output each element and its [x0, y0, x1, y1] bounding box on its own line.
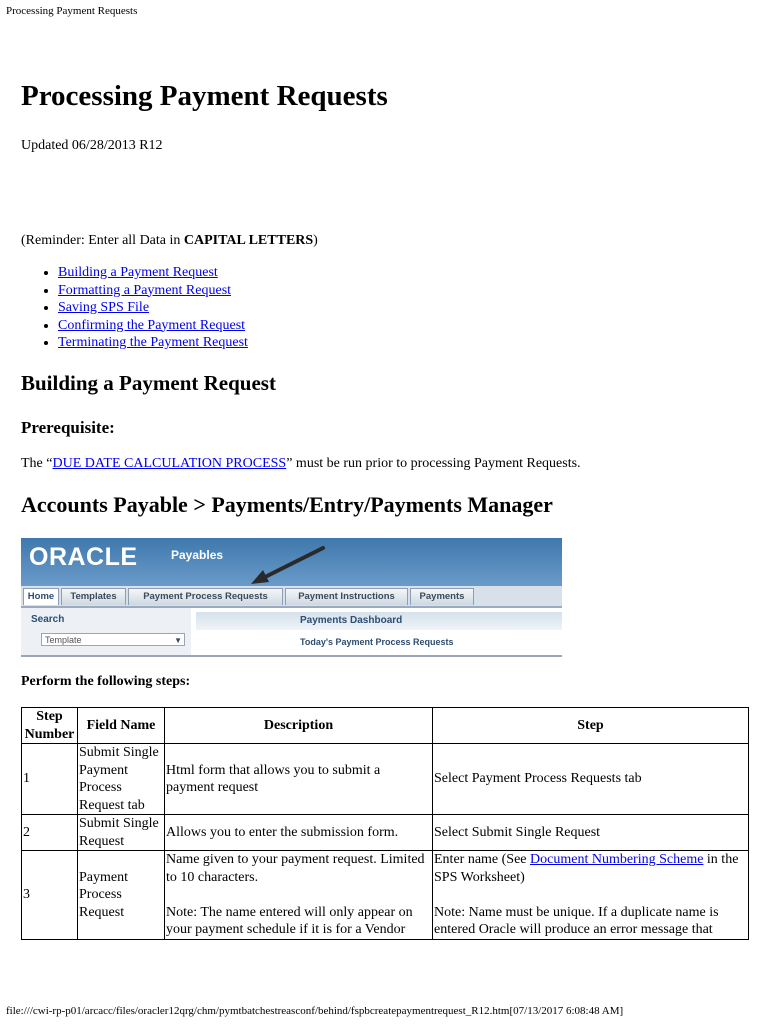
- toc-item: [58, 282, 248, 300]
- table-row: [22, 815, 749, 851]
- page-footer-url: file:///cwi-rp-p01/arcacc/files/oracler12qrg/chm/pymtbatchestreasconf/behind/fspbcreatepaymentrequest_R12.htm[07/13/2017 6:08:48 AM]: [6, 1005, 624, 1017]
- reminder-emphasis: CAPITAL LETTERS: [183, 233, 314, 248]
- section-title-navigation-path: Accounts Payable > Payments/Entry/Payments Manager: [21, 492, 553, 517]
- browser-page-header: Processing Payment Requests: [6, 5, 138, 17]
- page-title: Processing Payment Requests: [21, 80, 388, 112]
- step-number: 3: [22, 851, 78, 940]
- oracle-search-panel: [21, 608, 191, 655]
- description-part-1: Name given to your payment request. Limited to 10 characters.: [166, 852, 425, 885]
- header-step-number: Step Number: [22, 708, 78, 744]
- step-number: 1: [22, 744, 78, 815]
- header-step: Step: [433, 708, 749, 744]
- toc-link-confirming[interactable]: Confirming the Payment Request: [58, 317, 246, 333]
- oracle-tab-bar: [21, 586, 562, 608]
- toc-link-saving[interactable]: Saving SPS File: [58, 300, 150, 315]
- step-action-part-1: [434, 851, 747, 886]
- step-action-part-2: Note: Name must be unique. If a duplicate name is entered Oracle will produce an error message that: [434, 904, 719, 937]
- reminder-prefix: (Reminder: Enter all Data in: [21, 233, 184, 248]
- oracle-tab-templates[interactable]: Templates: [61, 588, 126, 605]
- toc-item: [58, 334, 248, 352]
- step-number: 2: [22, 815, 78, 851]
- page-cut-mask: [0, 976, 770, 1004]
- oracle-tab-payments[interactable]: Payments: [410, 588, 474, 605]
- oracle-payables-screenshot: [21, 538, 562, 657]
- pointer-arrow-icon: [241, 544, 331, 586]
- description: [165, 851, 433, 940]
- table-of-contents: [40, 264, 248, 352]
- document-numbering-scheme-link[interactable]: Document Numbering Scheme: [530, 852, 704, 867]
- table-row: [22, 744, 749, 815]
- header-field-name: Field Name: [78, 708, 165, 744]
- prerequisite-text: [21, 456, 581, 472]
- table-row: [22, 851, 749, 940]
- oracle-select-value: Template: [45, 635, 82, 645]
- description-spacer: [166, 886, 431, 904]
- toc-link-terminating[interactable]: Terminating the Payment Request: [58, 335, 248, 350]
- field-name: Submit Single Request: [78, 815, 165, 851]
- prereq-prefix: The “: [21, 456, 53, 471]
- oracle-banner: [21, 538, 562, 586]
- oracle-tab-home[interactable]: Home: [23, 588, 59, 605]
- section-title-building: Building a Payment Request: [21, 371, 276, 395]
- toc-item: [58, 264, 248, 282]
- oracle-today-requests: Today's Payment Process Requests: [300, 637, 454, 647]
- oracle-logo: ORACLE: [29, 543, 138, 571]
- toc-item: [58, 299, 248, 317]
- description-part-2: Note: The name entered will only appear on your payment schedule if it is for a Vendor: [166, 904, 413, 937]
- prerequisite-heading: Prerequisite:: [21, 418, 115, 437]
- chevron-down-icon: ▼: [174, 636, 182, 645]
- steps-table: [21, 707, 749, 940]
- oracle-product-name: Payables: [171, 548, 224, 562]
- step-action: Select Payment Process Requests tab: [433, 744, 749, 815]
- steps-intro: Perform the following steps:: [21, 674, 191, 689]
- toc-link-formatting[interactable]: Formatting a Payment Request: [58, 282, 232, 298]
- step-action: [433, 851, 749, 940]
- oracle-search-select[interactable]: [41, 633, 185, 646]
- toc-link-building[interactable]: Building a Payment Request: [58, 265, 218, 280]
- oracle-tab-payment-instructions[interactable]: Payment Instructions: [285, 588, 408, 605]
- step-suffix: in the SPS Worksheet): [434, 852, 739, 885]
- prereq-suffix: ” must be run prior to processing Payment Requests.: [286, 456, 581, 471]
- field-name: Submit Single Payment Process Request tab: [78, 744, 165, 815]
- oracle-dashboard-header: Payments Dashboard: [196, 612, 562, 630]
- due-date-process-link[interactable]: DUE DATE CALCULATION PROCESS: [52, 456, 287, 471]
- description: Html form that allows you to submit a payment request: [165, 744, 433, 815]
- reminder-note: [21, 233, 318, 249]
- table-header-row: [22, 708, 749, 744]
- updated-date: Updated 06/28/2013 R12: [21, 138, 163, 153]
- description: Allows you to enter the submission form.: [165, 815, 433, 851]
- oracle-search-label: Search: [31, 614, 65, 625]
- field-name: Payment Process Request: [78, 851, 165, 940]
- step-prefix: Enter name (See: [434, 852, 531, 867]
- reminder-suffix: ): [313, 233, 318, 248]
- toc-item: [58, 317, 248, 335]
- step-spacer: [434, 886, 747, 904]
- header-description: Description: [165, 708, 433, 744]
- step-action: Select Submit Single Request: [433, 815, 749, 851]
- oracle-tab-payment-process-requests[interactable]: Payment Process Requests: [128, 588, 283, 605]
